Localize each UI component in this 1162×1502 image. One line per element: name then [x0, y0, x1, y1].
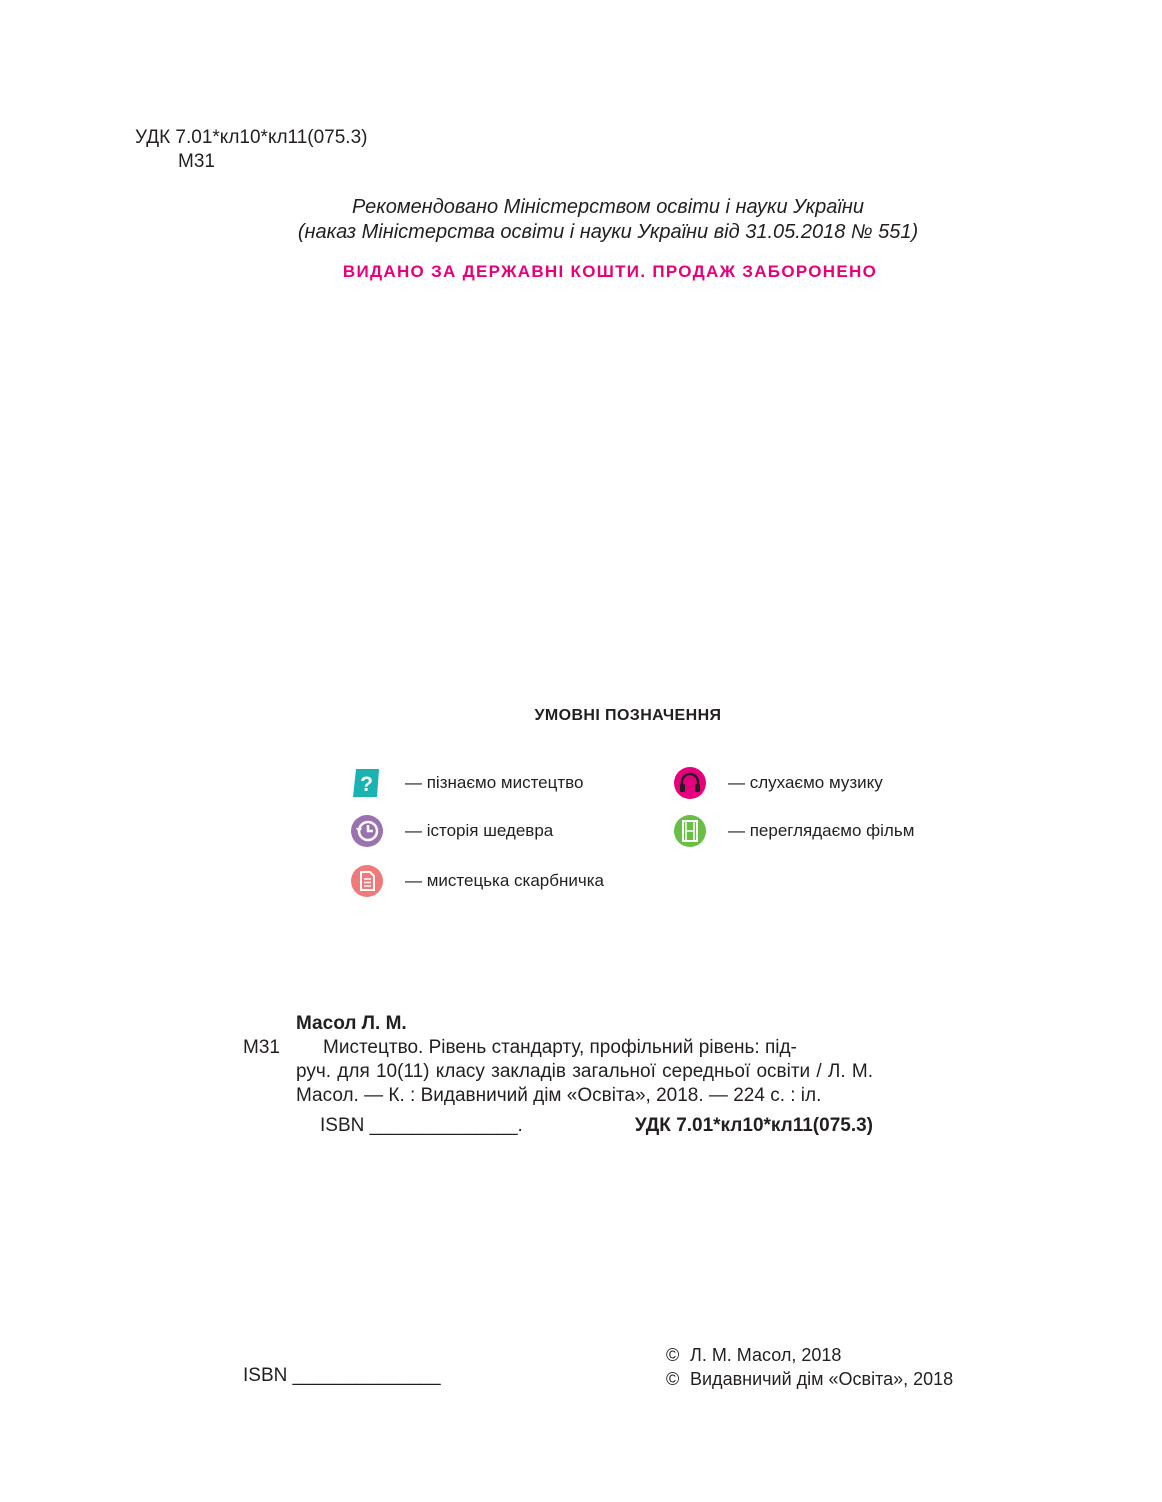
copyright-publisher: Видавничий дім «Освіта», 2018 — [690, 1369, 954, 1389]
copyright-line-author — [666, 1343, 953, 1367]
catalog-entry — [243, 1036, 873, 1060]
legend-label: — пізнаємо мистецтво — [405, 773, 584, 792]
history-clock-icon — [351, 815, 383, 847]
legend-item-masterpiece-history — [351, 815, 553, 847]
legend-label: — історія шедевра — [405, 821, 554, 840]
copyright-author: Л. М. Масол, 2018 — [690, 1345, 842, 1365]
copyright-line-publisher — [666, 1367, 953, 1391]
catalog-code: М31 — [243, 1037, 280, 1058]
legend-item-learn-art — [351, 767, 583, 799]
catalog-description-line-1: Мистецтво. Рівень стандарту, профільний рівень: під- — [323, 1037, 797, 1058]
document-icon — [351, 865, 383, 897]
film-icon — [674, 815, 706, 847]
legend-label: — слухаємо музику — [728, 773, 883, 792]
footer-isbn: ISBN ______________ — [243, 1365, 441, 1386]
headphones-icon — [674, 767, 706, 799]
catalog-author: Масол Л. М. — [296, 1013, 407, 1034]
udk-code: УДК 7.01*кл10*кл11(075.3) — [135, 127, 368, 148]
recommendation-line-2: (наказ Міністерства освіти і науки України від 31.05.2018 № 551) — [297, 221, 919, 243]
question-icon — [351, 767, 383, 799]
legend-label: — переглядаємо фільм — [728, 821, 915, 840]
copyright-block — [666, 1343, 953, 1391]
catalog-card — [243, 1012, 873, 1138]
udk-header — [135, 126, 367, 174]
svg-text:?: ? — [360, 773, 373, 796]
legend-item-watch-film — [674, 815, 914, 847]
catalog-udk: УДК 7.01*кл10*кл11(075.3) — [634, 1115, 873, 1136]
sale-note: ВИДАНО ЗА ДЕРЖАВНІ КОШТИ. ПРОДАЖ ЗАБОРОНЕНО — [342, 262, 878, 281]
catalog-isbn-line — [243, 1114, 873, 1138]
recommendation — [0, 195, 1162, 245]
legend-item-listen-music — [674, 767, 883, 799]
copyright-sign: © — [666, 1345, 680, 1365]
legend-item-art-treasury — [351, 865, 604, 897]
copyright-sign: © — [666, 1369, 680, 1389]
legend-title: УМОВНІ ПОЗНАЧЕННЯ — [534, 707, 722, 724]
recommendation-line-1: Рекомендовано Міністерством освіти і науки України — [352, 196, 864, 218]
catalog-isbn: ISBN ______________. — [320, 1115, 523, 1136]
legend-label: — мистецька скарбничка — [405, 871, 605, 890]
author-mark: М31 — [178, 151, 215, 172]
catalog-description: руч. для 10(11) класу закладів загальної середньої освіти / Л. М. Масол. — К. : Видавничий дім «Освіта», 2018. — 224 с. : іл. — [296, 1061, 873, 1106]
